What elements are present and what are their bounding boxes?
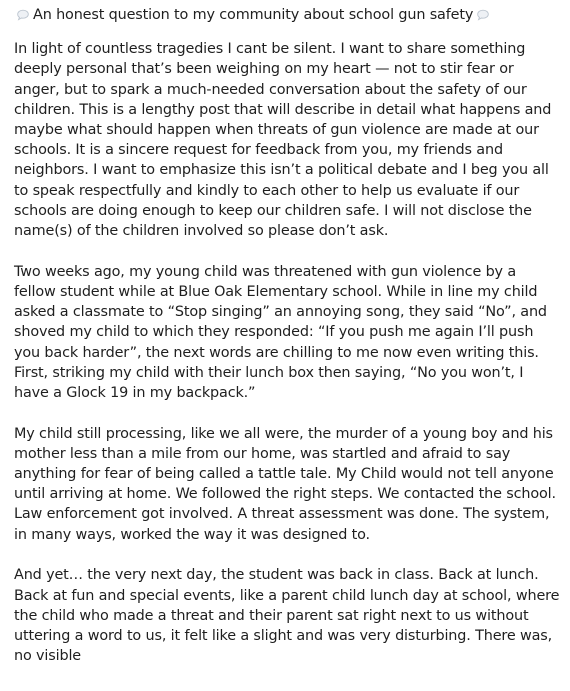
post-paragraph: Two weeks ago, my young child was threatened with gun violence by a fellow student while at Blue Oak Elementary school. While in line my child asked a classmate to “Stop singing” an annoying song, they said “No”, and shoved my child to which they responded: “If you push me again I’ll push you back harder”, the next words are chilling to me now even writing this. First, striking my child with their lunch box then saying, “No you won’t, I have a Glock 19 in my backpack.” xyxy=(14,263,547,401)
post-paragraph: And yet… the very next day, the student was back in class. Back at lunch. Back at fun and special events, like a parent child lunch day at school, where the child who made a threat and their parent sat right next to us without uttering a word to us, it felt like a slight and was very disturbing. There was, no visible xyxy=(14,567,560,665)
post-body xyxy=(14,5,562,687)
post-title-row xyxy=(16,5,562,25)
post-title: An honest question to my community about school gun safety xyxy=(33,7,474,23)
post-paragraph: My child still processing, like we all were, the murder of a young boy and his mother less than a mile from our home, was startled and afraid to say anything for fear of being called a tattle tale. My Child would not tell anyone until arriving at home. We followed the right steps. We contacted the school. Law enforcement got involved. A threat assessment was done. The system, in many ways, worked the way it was designed to. xyxy=(14,425,556,543)
speech-bubble-icon xyxy=(16,8,30,22)
speech-bubble-icon xyxy=(476,8,490,22)
post-paragraph: In light of countless tragedies I cant be silent. I want to share something deeply personal that’s been weighing on my heart — not to stir fear or anger, but to spark a much-needed conversation about the safety of our children. This is a lengthy post that will describe in detail what happens and maybe what should happen when threats of gun violence are made at our schools. It is a sincere request for feedback from you, my friends and neighbors. I want to emphasize this isn’t a political debate and I beg you all to speak respectfully and kindly to each other to help us evaluate if our schools are doing enough to keep our children safe. I will not disclose the name(s) of the children involved so please don’t ask. xyxy=(14,41,552,240)
